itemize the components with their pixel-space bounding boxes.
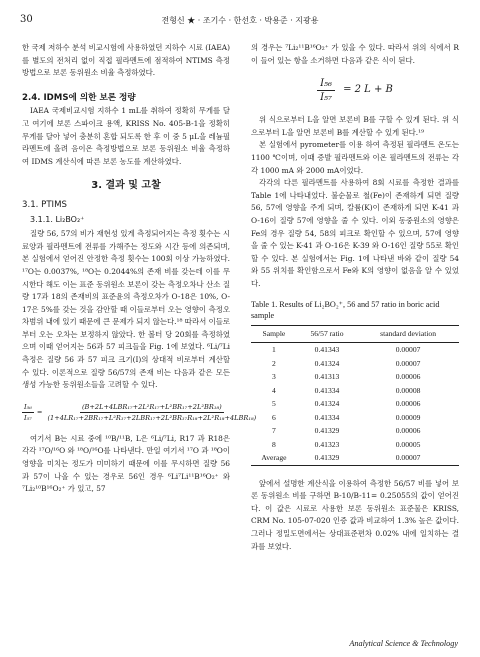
page-header: [20, 14, 460, 28]
journal-footer: Analytical Science & Technology: [349, 639, 458, 648]
subsubsection-heading-li2bo2: 3.1.1. Li₂BO₂⁺: [30, 214, 85, 224]
running-authors: 전형신 ★ · 조기수 · 한선호 · 박용준 · 지광용: [161, 16, 319, 25]
right-column: [251, 42, 459, 553]
paragraph: 질량 56, 57의 비가 재현성 있게 측정되어지는 측정 횟수는 시료양과 필라멘트에 전류를 가해주는 정도와 시간 등에 의존되며, 본 실험에서 얻어진 안정한 측정 횟수는 100회 이상 가능하였다. ¹⁷O는 0.0037%, ¹⁸O는 0.2044%의 존재 비를 갖는데 이를 무시한다 해도 이는 표준 동위원소 보론이 갖는 측정오차나 산소 질량 17과 18의 존재비의 표준윤의 측정오차가 O-18은 10%, O-17은 5%를 갖는 것을 감안할 때 이들로부터 오는 영향이 측정오차범위 내에 있기 때문에 큰 문제가 되지 않는다.¹⁸ 따라서 이들로부터 오는 오차는 보정하지 않았다. 한 볼터 당 20회를 측정하였으며 이때 얻어지는 56과 57 피크들을 Fig. 1에 보였다. ⁶Li/⁷Li 측정은 질량 56 과 57 피크 크기(I)의 상대적 비로부터 계산할 수 있다. 이론적으로 질량 56/57의 존재 비는 다음과 같은 모든 생성 가능한 동위원소들을 고려할 수 있다.: [22, 229, 230, 390]
paragraph: 여기서 B는 시료 중에 ¹⁰B/¹¹B, L은 ⁶Li/⁷Li, R17 과 R18은 각각 ¹⁷O/¹⁶O 와 ¹⁸O/¹⁶O를 나타낸다. 만일 여기서 ¹⁷O 과 ¹⁸O이 영향을 미치는 정도가 미미하기 때문에 이를 무시하면 질량 56 과 57이 나올 수 있는 경우로 56인 경우 ⁶Li⁷Li¹¹B¹⁶O₂⁺ 와 ⁷Li₂¹⁰B¹⁶O₂⁺ 가 있고, 57: [22, 433, 230, 494]
paragraph: 위 식으로부터 L을 알면 보론비 B를 구할 수 있게 된다. 위 식으로부터 L을 알면 보론비 B를 계산할 수 있게 된다.¹⁹: [251, 115, 459, 137]
section-heading-results: 3. 결과 및 고찰: [91, 180, 161, 192]
table-row: 7 0.41329 0.00006: [272, 426, 421, 436]
page-number: 30: [20, 14, 33, 25]
table-row: 6 0.41334 0.00009: [272, 412, 421, 422]
equation-full-ratio: $\frac{\text{I₅₆}}{\text{I₅₇}}$ = (B+2L+4LBR₁₇+2L²R₁₇+L²BR₁₇+2L²BR₁₈) (1+4LR₁₇+2BR₁₇+L²R₁₇+2LBR₁₇+2L²BR₁₇R₁₈+2L²R₁₈+4LBR₁₈): [24, 402, 257, 422]
column-header: 56/57 ratio: [297, 325, 357, 343]
table-row: 8 0.41323 0.00005: [272, 439, 421, 449]
table-row: 1 0.41343 0.00007: [272, 345, 421, 355]
paragraph: 본 실험에서 pyrometer를 이용 하여 측정된 필라멘트 온도는 1100 ℃이며, 이때 증발 필라멘트와 이온 필라멘트의 전류는 각각 1000 mA 와 2000 mA이었다.: [251, 140, 459, 175]
section-heading-idms: 2.4. IDMS에 의한 보론 정량: [22, 92, 136, 103]
table-caption: Table 1. Results of Li₂BO₂⁺, 56 and 57 ratio in boric acid sample: [251, 299, 440, 320]
table-row: 5 0.41324 0.00006: [272, 399, 421, 409]
results-table: [251, 325, 459, 466]
paragraph: IAEA 국제비교시험 지하수 1 mL를 취하여 정확히 무게를 달고 여기에 보론 스파이크 용액, KRISS No. 405-B-1을 정확히 무게를 달아 넣어 충분히 혼합 되도록 한 후 이 중 5 μL을 레늄필라멘트에 올려 음이온 측정방법으로 보론 동위원소 비율 측정하여 IDMS 계산식에 따른 보론 농도를 계산하였다.: [22, 106, 230, 166]
table-row: 3 0.41313 0.00006: [272, 372, 421, 382]
left-column: [22, 42, 257, 496]
equation-simplified: $\frac{\text{I₅₆}}{\text{I₅₇}}$ = 2 L + B: [251, 77, 459, 104]
subsection-heading-ptims: 3.1. PTIMS: [22, 199, 67, 210]
paragraph: 각각의 다른 필라멘트를 사용하여 8회 시료를 측정한 결과를 Table 1에 나타내었다. 불순물로 철(Fe)이 존재하게 되면 질량 56, 57에 영향을 주게 되며, 칼륨(K)이 존재하게 되면 K-41 과 O-16이 질량 57에 영향을 줄 수 있다. 이외 동중원소의 영향은 Fe의 경우 질량 54, 58의 피크로 확인할 수 있으며, 57에 영향을 줄 수 있는 K-41 과 O-16은 K-39 와 O-16인 질량 55로 확인 할 수 있다. 본 실험에서는 Fig. 1에 나타낸 바와 같이 질량 54 와 55 위치를 확인함으로서 Fe와 K의 영향이 없음을 알 수 있었다.: [251, 178, 459, 288]
paragraph: 의 경우는 ⁷Li₂¹¹B¹⁶O₂⁺ 가 있을 수 있다. 따라서 위의 식에서 R이 들어 있는 항을 소거하면 다음과 같은 식이 된다.: [251, 43, 459, 65]
paragraph: 앞에서 설명한 계산식을 이용하여 측정한 56/57 비를 넣어 보론 동위원소 비를 구하면 B-10/B-11= 0.25055의 값이 얻어진다. 이 값은 시료로 사용한 보론 동위원소 표준물은 KRISS, CRM No. 105-07-020 인증 값과 비교하여 1.3% 높은 값이다. 그러나 정밀도면에서는 상대표준편차 0.02% 내에 일치하는 결과를 보였다.: [251, 478, 459, 551]
column-header: standard deviation: [357, 325, 459, 343]
column-header: Sample: [251, 325, 297, 343]
table-row: 2 0.41324 0.00007: [272, 358, 421, 368]
table-row: 4 0.41334 0.00008: [272, 385, 421, 395]
paragraph: 한 국제 저하수 분석 비교시험에 사용하였던 지하수 시료 (IAEA)를 별도의 전처리 없이 직접 필라멘트에 점적하여 NTIMS 측정방법으로 보론 동위원소 비율 측정하였다.: [22, 43, 230, 78]
table-row-average: Average 0.41329 0.00007: [251, 451, 459, 465]
table-header-row: [251, 325, 459, 343]
